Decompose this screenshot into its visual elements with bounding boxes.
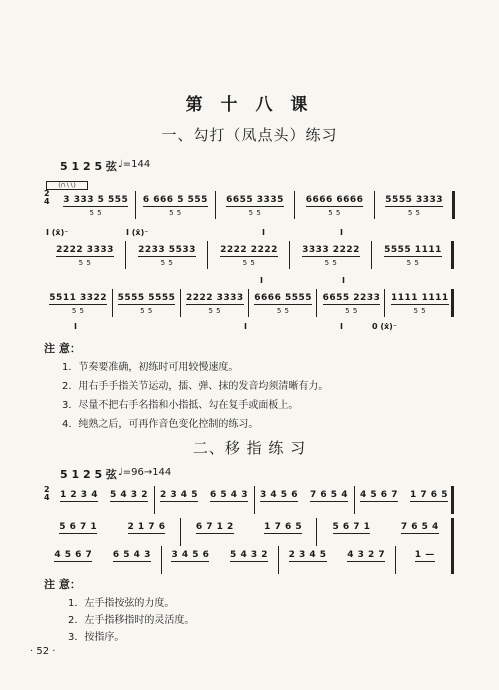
measure-group: 2 3 4 5 [160, 490, 198, 500]
sub-label: I [262, 228, 265, 237]
measure-group: 5 6 7 1 [332, 522, 371, 532]
measure-group: 1111 1111 5 5 [390, 293, 449, 315]
time-sig-bottom: 4 [44, 493, 50, 502]
section1-time-signature [44, 190, 50, 206]
section1-row-3 [44, 293, 454, 315]
section2-time-signature [44, 486, 50, 502]
section1-row-2 [44, 245, 454, 267]
sub-label: 0 (ẋ)⁻ [372, 322, 398, 331]
measure-group: 7 6 5 4 [310, 490, 348, 500]
note-item: 4．纯熟之后，可再作音色变化控制的练习。 [62, 419, 259, 430]
measure-group: 3 333 5 555 5 5 [63, 195, 129, 217]
sub-label: I [74, 322, 77, 331]
measure-group: 1 2 3 4 [60, 490, 98, 500]
note-item: 3．按指序。 [68, 632, 125, 643]
lesson-title: 第 十 八 课 [185, 95, 314, 115]
section1-title: 一、勾打（凤点头）练习 [161, 126, 338, 144]
barlines [44, 546, 454, 574]
time-sig-top: 2 [44, 189, 50, 198]
measure-group: 6655 2233 5 5 [322, 293, 381, 315]
measure-group: 3333 2222 5 5 [302, 245, 360, 267]
measure-group: 5555 5555 5 5 [117, 293, 176, 315]
sub-label: I [342, 276, 345, 285]
measure-group: 2 3 4 5 [288, 550, 327, 560]
note-item: 3．尽量不把右手名指和小指抵、勾在复手或面板上。 [62, 400, 299, 411]
measure-group: 2222 3333 5 5 [185, 293, 244, 315]
measure-group: 5 4 3 2 [110, 490, 148, 500]
sub-label: I [260, 276, 263, 285]
measure-group: 5555 1111 5 5 [384, 245, 442, 267]
measure-group: 4 5 6 7 [360, 490, 398, 500]
measure-group: 5511 3322 5 5 [49, 293, 108, 315]
time-sig-top: 2 [44, 485, 50, 494]
sub-label: I [244, 322, 247, 331]
measure-group: 2222 2222 5 5 [220, 245, 278, 267]
barlines [54, 486, 464, 514]
barlines [44, 518, 454, 546]
barlines [44, 289, 454, 317]
page-number: · 52 · [30, 646, 56, 657]
notes-heading: 注 意： [44, 342, 81, 355]
measure-group: 3 4 5 6 [260, 490, 298, 500]
section2-row-1 [54, 490, 454, 502]
measure-group: 1 — [414, 550, 435, 560]
measure-group: 6 5 4 3 [210, 490, 248, 500]
note-item: 1．节奏要准确，初练时可用较慢速度。 [62, 362, 239, 373]
measure-group: 6 7 1 2 [195, 522, 234, 532]
measure-group: 7 6 5 4 [400, 522, 439, 532]
sub-label: I (ẋ)⁻ [126, 228, 149, 237]
measure-group: 4 3 2 7 [347, 550, 386, 560]
note-item: 2．左手指移指时的灵活度。 [68, 615, 195, 626]
measure-group: 5555 3333 5 5 [385, 195, 444, 217]
measure-group: 6666 6666 5 5 [305, 195, 364, 217]
sub-label: I (ẋ)⁻ [46, 228, 69, 237]
measure-group: 2233 5533 5 5 [138, 245, 196, 267]
measure-group: 1 7 6 5 [264, 522, 303, 532]
measure-group: 5 6 7 1 [59, 522, 98, 532]
notes-heading: 注 意： [44, 578, 81, 591]
measure-group: 6655 3335 5 5 [226, 195, 284, 217]
section1-row-1 [56, 195, 454, 217]
measure-group: 4 5 6 7 [54, 550, 93, 560]
section2-tempo: ♩=96→144 [118, 467, 172, 478]
measure-group: 6666 5555 5 5 [254, 293, 313, 315]
measure-group: 5 4 3 2 [230, 550, 268, 560]
measure-group: 1 7 6 5 [410, 490, 448, 500]
measure-group: 6 5 4 3 [112, 550, 151, 560]
section2-row-3 [44, 550, 454, 562]
measure-group: 6 666 5 555 5 5 [142, 195, 208, 217]
barlines [56, 191, 466, 219]
sub-label: I [340, 322, 343, 331]
barlines [44, 241, 454, 269]
section2-tuning: 5 1 2 5 弦 [60, 468, 117, 481]
section1-tempo: ♩=144 [118, 159, 151, 170]
note-item: 1．左手指按弦的力度。 [68, 598, 175, 609]
section2-row-2 [44, 522, 454, 534]
measure-group: 2222 3333 5 5 [56, 245, 114, 267]
sub-label: I [340, 228, 343, 237]
measure-group: 2 1 7 6 [127, 522, 166, 532]
section1-tuning: 5 1 2 5 弦 [60, 160, 117, 173]
measure-group: 3 4 5 6 [171, 550, 210, 560]
section1-bracket-box: (∩∖∖) [46, 181, 88, 190]
note-item: 2．用右手手指关节运动，擂、弹、抹的发音均须清晰有力。 [62, 381, 329, 392]
section2-title: 二、移 指 练 习 [192, 439, 307, 457]
time-sig-bottom: 4 [44, 197, 50, 206]
